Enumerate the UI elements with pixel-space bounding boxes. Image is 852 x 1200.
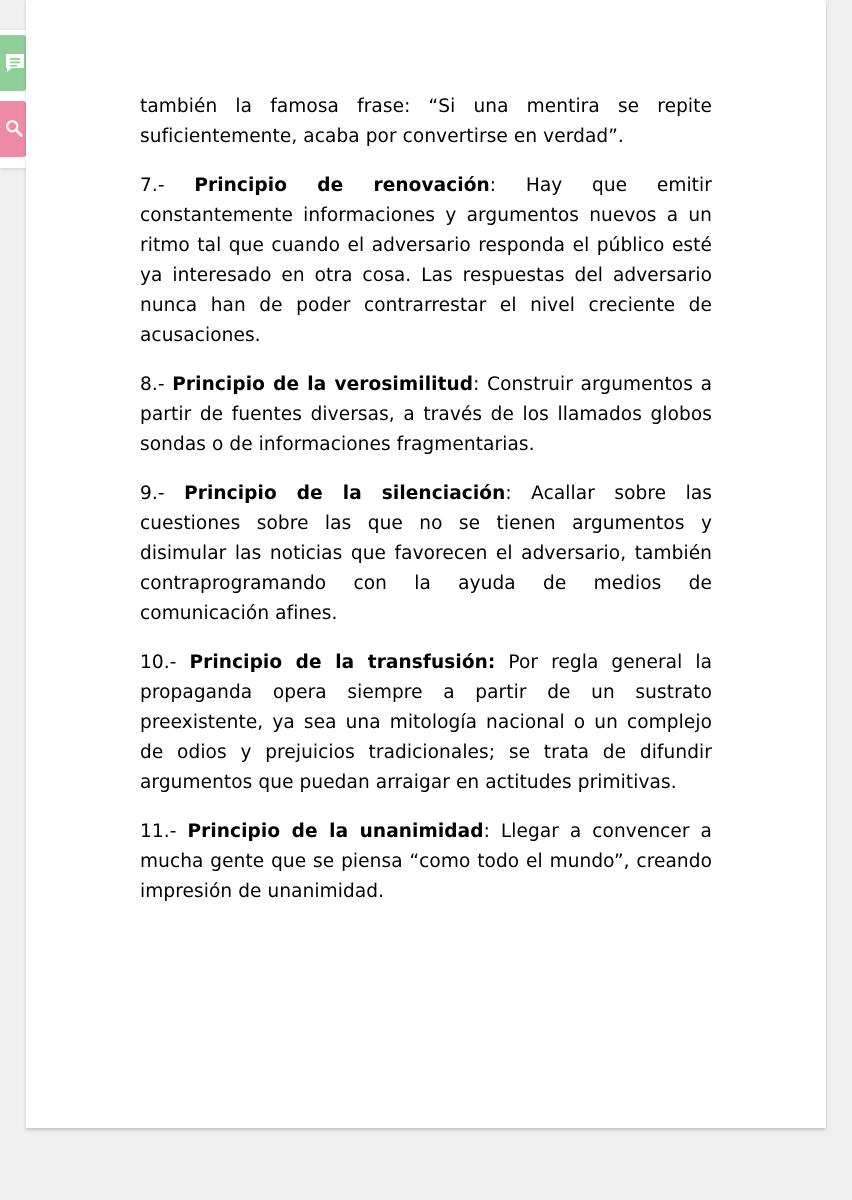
principle-number: 7.- bbox=[140, 175, 195, 196]
principle-text: : Construir argumentos a partir de fuentes diversas, a través de los llamados globos sondas o de informaciones fragmentarias. bbox=[140, 374, 713, 455]
principle-number: 11.- bbox=[140, 821, 188, 842]
paragraph-principle-11 bbox=[140, 817, 712, 907]
paragraph-principle-10 bbox=[140, 648, 712, 798]
principle-number: 10.- bbox=[140, 652, 190, 673]
document-body bbox=[140, 92, 712, 926]
comment-button[interactable] bbox=[0, 35, 29, 91]
paragraph-principle-9 bbox=[140, 479, 712, 629]
principle-title: Principio de renovación bbox=[194, 175, 490, 196]
comment-icon bbox=[3, 51, 27, 75]
search-icon bbox=[4, 118, 26, 140]
paragraph-principle-7 bbox=[140, 171, 712, 351]
document-page bbox=[26, 0, 826, 1128]
principle-number: 9.- bbox=[140, 483, 185, 504]
search-button[interactable] bbox=[0, 101, 29, 157]
principle-text: : Hay que emitir constantemente informaciones y argumentos nuevos a un ritmo tal que cuando el adversario responda el público esté ya interesado en otra cosa. Las respuestas del adversario nunca han de poder contrarrestar el nivel creciente de acusaciones. bbox=[140, 175, 712, 346]
principle-title: Principio de la verosimilitud bbox=[172, 374, 474, 395]
principle-title: Principio de la silenciación bbox=[184, 483, 506, 504]
principle-text: : Llegar a convencer a mucha gente que se piensa “como todo el mundo”, creando impresión de unanimidad. bbox=[140, 821, 712, 902]
paragraph-text: también la famosa frase: “Si una mentira se repite suficientemente, acaba por convertirse en verdad”. bbox=[140, 96, 712, 147]
principle-number: 8.- bbox=[140, 374, 173, 395]
paragraph-continuation bbox=[140, 92, 712, 152]
principle-text: Por regla general la propaganda opera siempre a partir de un sustrato preexistente, ya sea una mitología nacional o un complejo de odios y prejuicios tradicionales; se trata de difundir argumentos que puedan arraigar en actitudes primitivas. bbox=[140, 652, 713, 793]
paragraph-principle-8 bbox=[140, 370, 712, 460]
principle-title: Principio de la transfusión: bbox=[189, 652, 496, 673]
principle-text: : Acallar sobre las cuestiones sobre las que no se tienen argumentos y disimular las noticias que favorecen el adversario, también contraprogramando con la ayuda de medios de comunicación afines. bbox=[140, 483, 713, 624]
principle-title: Principio de la unanimidad bbox=[187, 821, 484, 842]
